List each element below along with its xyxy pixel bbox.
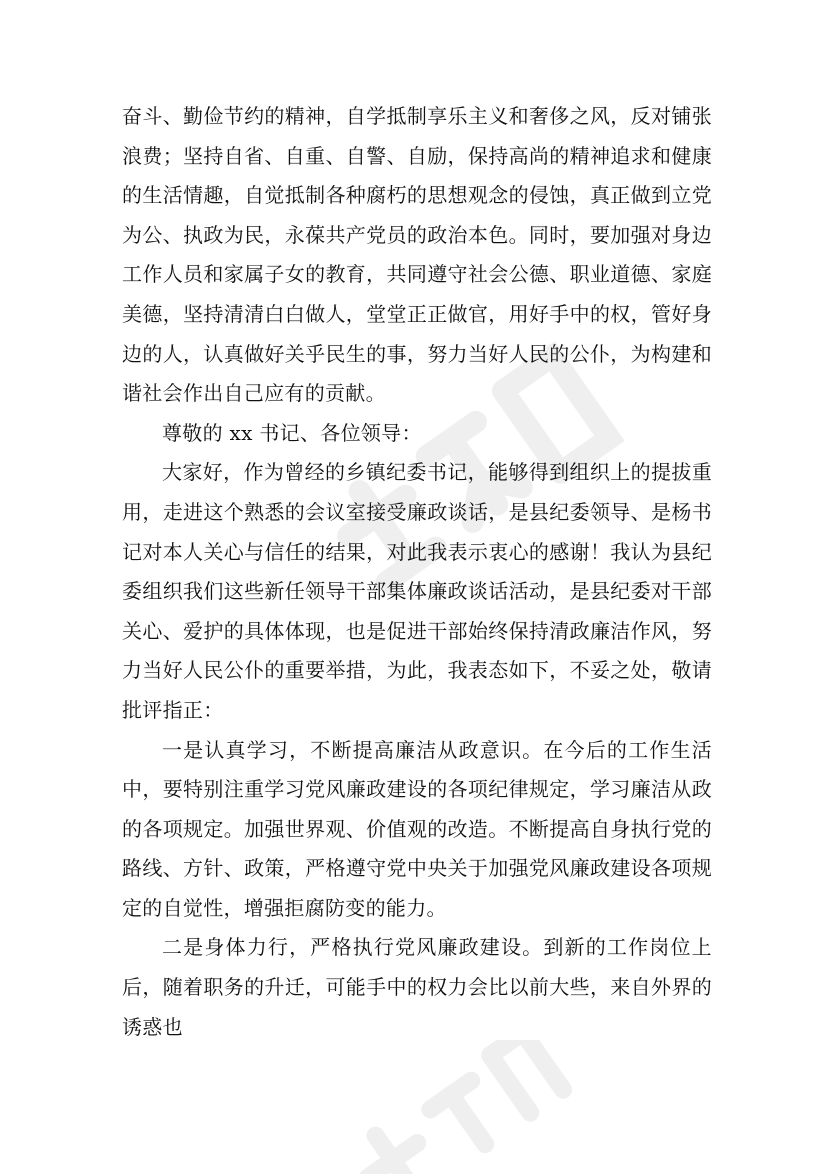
paragraph-point-two: 二是身体力行，严格执行党风廉政建设。到新的工作岗位上后，随着职务的升迁，可能手中的权力会比以前大些，来自外界的诱惑也 [122, 935, 712, 1039]
paragraph-salutation: 尊敬的 xx 书记、各位领导： [162, 420, 422, 445]
paragraph-greeting: 大家好，作为曾经的乡镇纪委书记，能够得到组织上的提拔重用，走进这个熟悉的会议室接受廉政谈话，是县纪委领导、是杨书记对本人关心与信任的结果，对此我表示衷心的感谢！我认为县纪委组织我们这些新任领导干部集体廉政谈话活动，是县纪委对干部关心、爱护的具体体现，也是促进干部始终保持清政廉洁作风，努力当好人民公仆的重要举措，为此，我表态如下，不妥之处，敬请批评指正： [122, 460, 712, 722]
body-text [122, 97, 712, 1047]
paragraph-point-one: 一是认真学习，不断提高廉洁从政意识。在今后的工作生活中，要特别注重学习党风廉政建设的各项纪律规定，学习廉洁从政的各项规定。加强世界观、价值观的改造。不断提高自身执行党的路线、方针、政策，严格遵守党中央关于加强党风廉政建设各项规定的自觉性，增强拒腐防变的能力。 [122, 737, 712, 920]
paragraph-continuation: 奋斗、勤俭节约的精神，自学抵制享乐主义和奢侈之风，反对铺张浪费；坚持自省、自重、自警、自励，保持高尚的精神追求和健康的生活情趣，自觉抵制各种腐朽的思想观念的侵蚀，真正做到立党为公、执政为民，永葆共产党员的政治本色。同时，要加强对身边工作人员和家属子女的教育，共同遵守社会公德、职业道德、家庭美德，坚持清清白白做人，堂堂正正做官，用好手中的权，管好身边的人，认真做好关乎民生的事，努力当好人民的公仆，为构建和谐社会作出自己应有的贡献。 [122, 104, 712, 406]
watermark-logo-bottom [320, 1040, 580, 1174]
